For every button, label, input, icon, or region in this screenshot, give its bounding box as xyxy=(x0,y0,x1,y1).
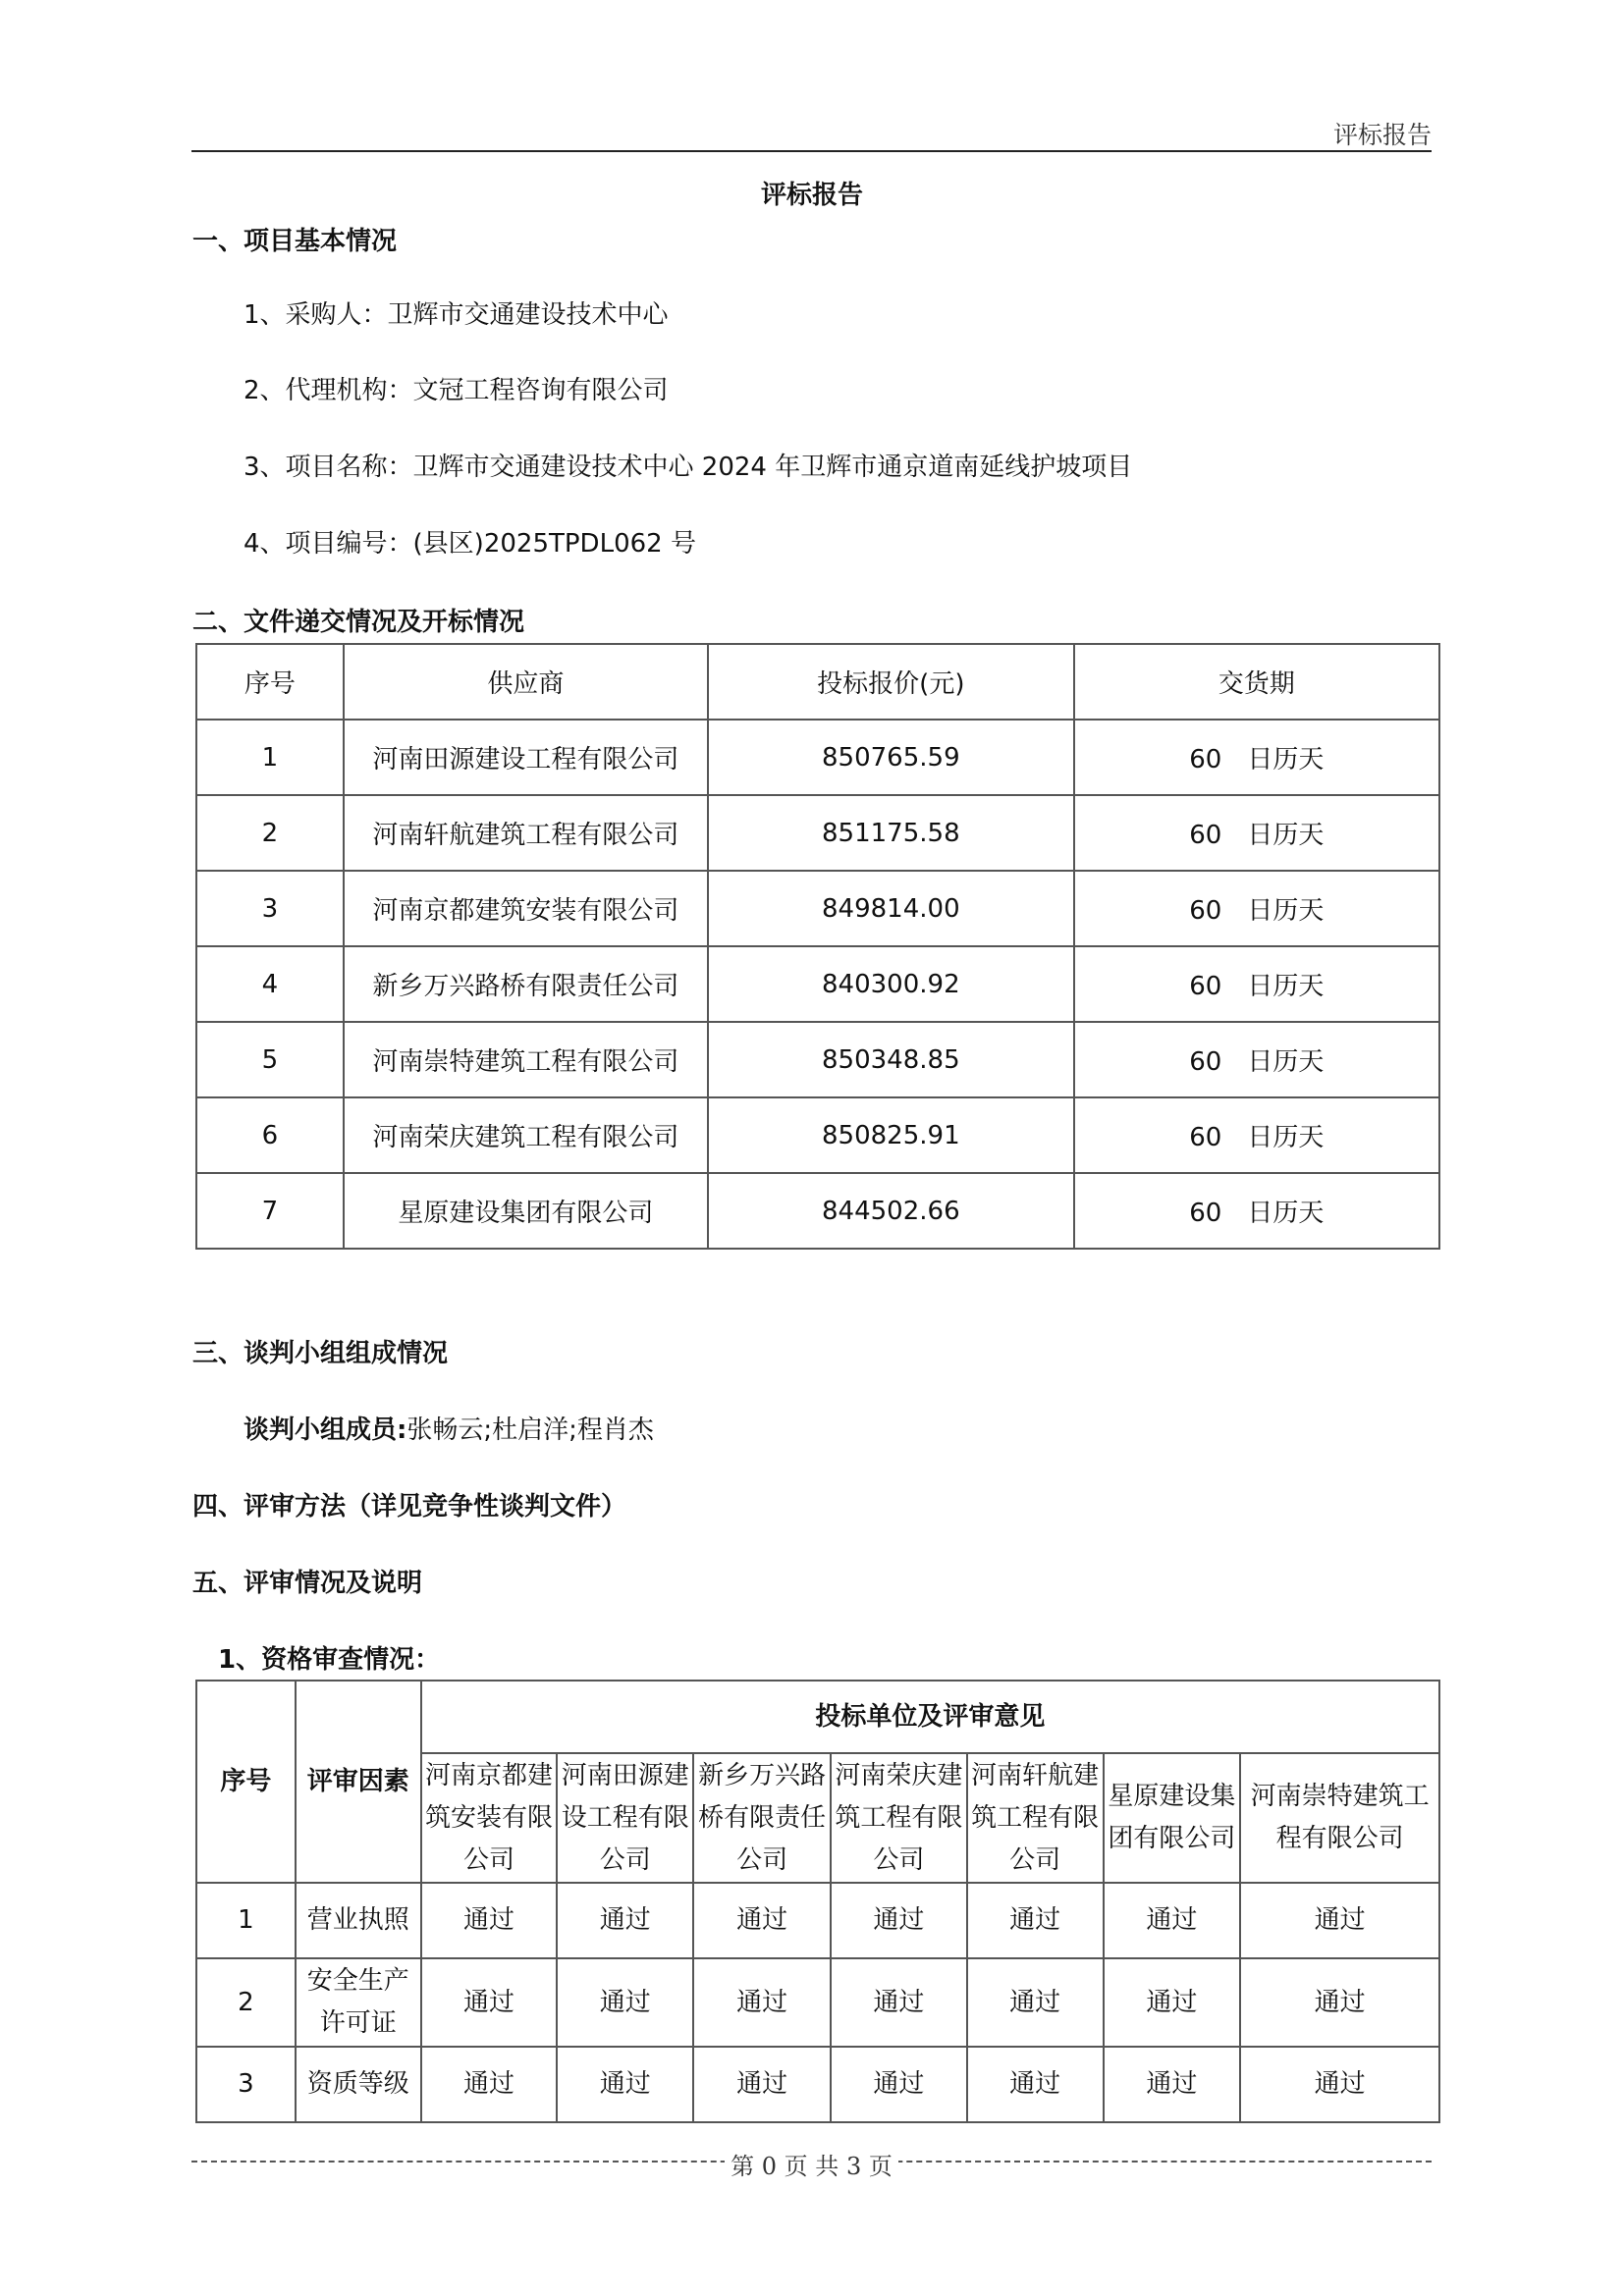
bidder-header: 新乡万兴路桥有限责任公司 xyxy=(693,1753,831,1883)
review-result: 通过 xyxy=(421,2047,558,2122)
row-number: 7 xyxy=(196,1173,344,1249)
project-name-line: 3、项目名称：卫辉市交通建设技术中心 2024 年卫辉市通京道南延线护坡项目 xyxy=(244,453,1133,482)
bid-price: 851175.58 xyxy=(708,795,1074,871)
row-number: 3 xyxy=(196,2047,296,2122)
review-result: 通过 xyxy=(1240,1958,1439,2047)
column-header: 投标报价(元) xyxy=(708,644,1074,720)
review-result: 通过 xyxy=(557,2047,693,2122)
table-row xyxy=(196,946,1439,1022)
review-result: 通过 xyxy=(1104,1883,1241,1958)
column-header: 评审因素 xyxy=(296,1681,421,1883)
review-result: 通过 xyxy=(831,2047,967,2122)
section2-heading: 二、文件递交情况及开标情况 xyxy=(192,608,525,637)
bidder-header: 河南荣庆建筑工程有限公司 xyxy=(831,1753,967,1883)
purchaser-line: 1、采购人：卫辉市交通建设技术中心 xyxy=(244,300,669,330)
agency-line: 2、代理机构：文冠工程咨询有限公司 xyxy=(244,376,669,405)
supplier-name: 星原建设集团有限公司 xyxy=(344,1173,708,1249)
section4-heading: 四、评审方法（详见竞争性谈判文件） xyxy=(192,1492,627,1522)
table-row xyxy=(196,1958,1439,2047)
supplier-name: 河南田源建设工程有限公司 xyxy=(344,720,708,795)
review-result: 通过 xyxy=(693,1958,831,2047)
column-header: 交货期 xyxy=(1074,644,1439,720)
page-footer xyxy=(191,2147,1432,2180)
page-number: 第 0 页 共 3 页 xyxy=(725,2153,898,2180)
row-number: 5 xyxy=(196,1022,344,1097)
bid-price: 849814.00 xyxy=(708,871,1074,946)
bid-price: 850765.59 xyxy=(708,720,1074,795)
supplier-name: 新乡万兴路桥有限责任公司 xyxy=(344,946,708,1022)
review-result: 通过 xyxy=(693,2047,831,2122)
supplier-name: 河南京都建筑安装有限公司 xyxy=(344,871,708,946)
running-header: 评标报告 xyxy=(1332,121,1432,149)
panel-members-line xyxy=(244,1410,654,1446)
section5-heading: 五、评审情况及说明 xyxy=(192,1569,423,1598)
column-header: 序号 xyxy=(196,644,344,720)
delivery-period: 60 日历天 xyxy=(1074,1173,1439,1249)
review-factor: 资质等级 xyxy=(296,2047,421,2122)
row-number: 3 xyxy=(196,871,344,946)
table-row xyxy=(196,1097,1439,1173)
review-result: 通过 xyxy=(1240,2047,1439,2122)
table-row xyxy=(196,1022,1439,1097)
review-result: 通过 xyxy=(693,1883,831,1958)
review-result: 通过 xyxy=(967,2047,1104,2122)
qualification-review-subheading: 1、资格审查情况： xyxy=(218,1645,441,1675)
table-row xyxy=(196,1883,1439,1958)
bidder-header: 河南崇特建筑工程有限公司 xyxy=(1240,1753,1439,1883)
review-result: 通过 xyxy=(1104,2047,1241,2122)
group-header: 投标单位及评审意见 xyxy=(421,1681,1439,1753)
supplier-name: 河南崇特建筑工程有限公司 xyxy=(344,1022,708,1097)
bid-price: 844502.66 xyxy=(708,1173,1074,1249)
bidder-header: 星原建设集团有限公司 xyxy=(1104,1753,1241,1883)
section1-heading: 一、项目基本情况 xyxy=(192,227,398,256)
delivery-period: 60 日历天 xyxy=(1074,946,1439,1022)
table-row xyxy=(196,795,1439,871)
delivery-period: 60 日历天 xyxy=(1074,1022,1439,1097)
review-result: 通过 xyxy=(831,1883,967,1958)
section3-heading: 三、谈判小组组成情况 xyxy=(192,1339,449,1368)
table-row xyxy=(196,2047,1439,2122)
review-factor: 安全生产许可证 xyxy=(296,1958,421,2047)
column-header: 序号 xyxy=(196,1681,296,1883)
bidder-header: 河南京都建筑安装有限公司 xyxy=(421,1753,558,1883)
table-header-row xyxy=(196,644,1439,720)
bid-opening-table xyxy=(195,643,1440,1250)
bid-price: 850825.91 xyxy=(708,1097,1074,1173)
supplier-name: 河南荣庆建筑工程有限公司 xyxy=(344,1097,708,1173)
delivery-period: 60 日历天 xyxy=(1074,795,1439,871)
review-result: 通过 xyxy=(967,1958,1104,2047)
review-factor: 营业执照 xyxy=(296,1883,421,1958)
delivery-period: 60 日历天 xyxy=(1074,720,1439,795)
row-number: 6 xyxy=(196,1097,344,1173)
panel-members-names: 张畅云;杜启洋;程肖杰 xyxy=(406,1415,654,1445)
project-number-line: 4、项目编号：(县区)2025TPDL062 号 xyxy=(244,529,696,559)
row-number: 4 xyxy=(196,946,344,1022)
delivery-period: 60 日历天 xyxy=(1074,1097,1439,1173)
table-row xyxy=(196,871,1439,946)
review-result: 通过 xyxy=(421,1883,558,1958)
review-result: 通过 xyxy=(831,1958,967,2047)
panel-members-label: 谈判小组成员: xyxy=(244,1415,407,1445)
bid-price: 850348.85 xyxy=(708,1022,1074,1097)
column-header: 供应商 xyxy=(344,644,708,720)
review-result: 通过 xyxy=(1104,1958,1241,2047)
review-result: 通过 xyxy=(1240,1883,1439,1958)
header-rule xyxy=(191,150,1432,152)
review-result: 通过 xyxy=(421,1958,558,2047)
table-header-row xyxy=(196,1681,1439,1753)
row-number: 1 xyxy=(196,1883,296,1958)
bidder-header: 河南轩航建筑工程有限公司 xyxy=(967,1753,1104,1883)
bid-price: 840300.92 xyxy=(708,946,1074,1022)
review-result: 通过 xyxy=(557,1958,693,2047)
delivery-period: 60 日历天 xyxy=(1074,871,1439,946)
row-number: 2 xyxy=(196,1958,296,2047)
bidder-header: 河南田源建设工程有限公司 xyxy=(557,1753,693,1883)
review-result: 通过 xyxy=(557,1883,693,1958)
row-number: 1 xyxy=(196,720,344,795)
table-row xyxy=(196,720,1439,795)
row-number: 2 xyxy=(196,795,344,871)
table-row xyxy=(196,1173,1439,1249)
review-result: 通过 xyxy=(967,1883,1104,1958)
supplier-name: 河南轩航建筑工程有限公司 xyxy=(344,795,708,871)
qualification-review-table xyxy=(195,1680,1440,2123)
document-title: 评标报告 xyxy=(760,181,863,210)
